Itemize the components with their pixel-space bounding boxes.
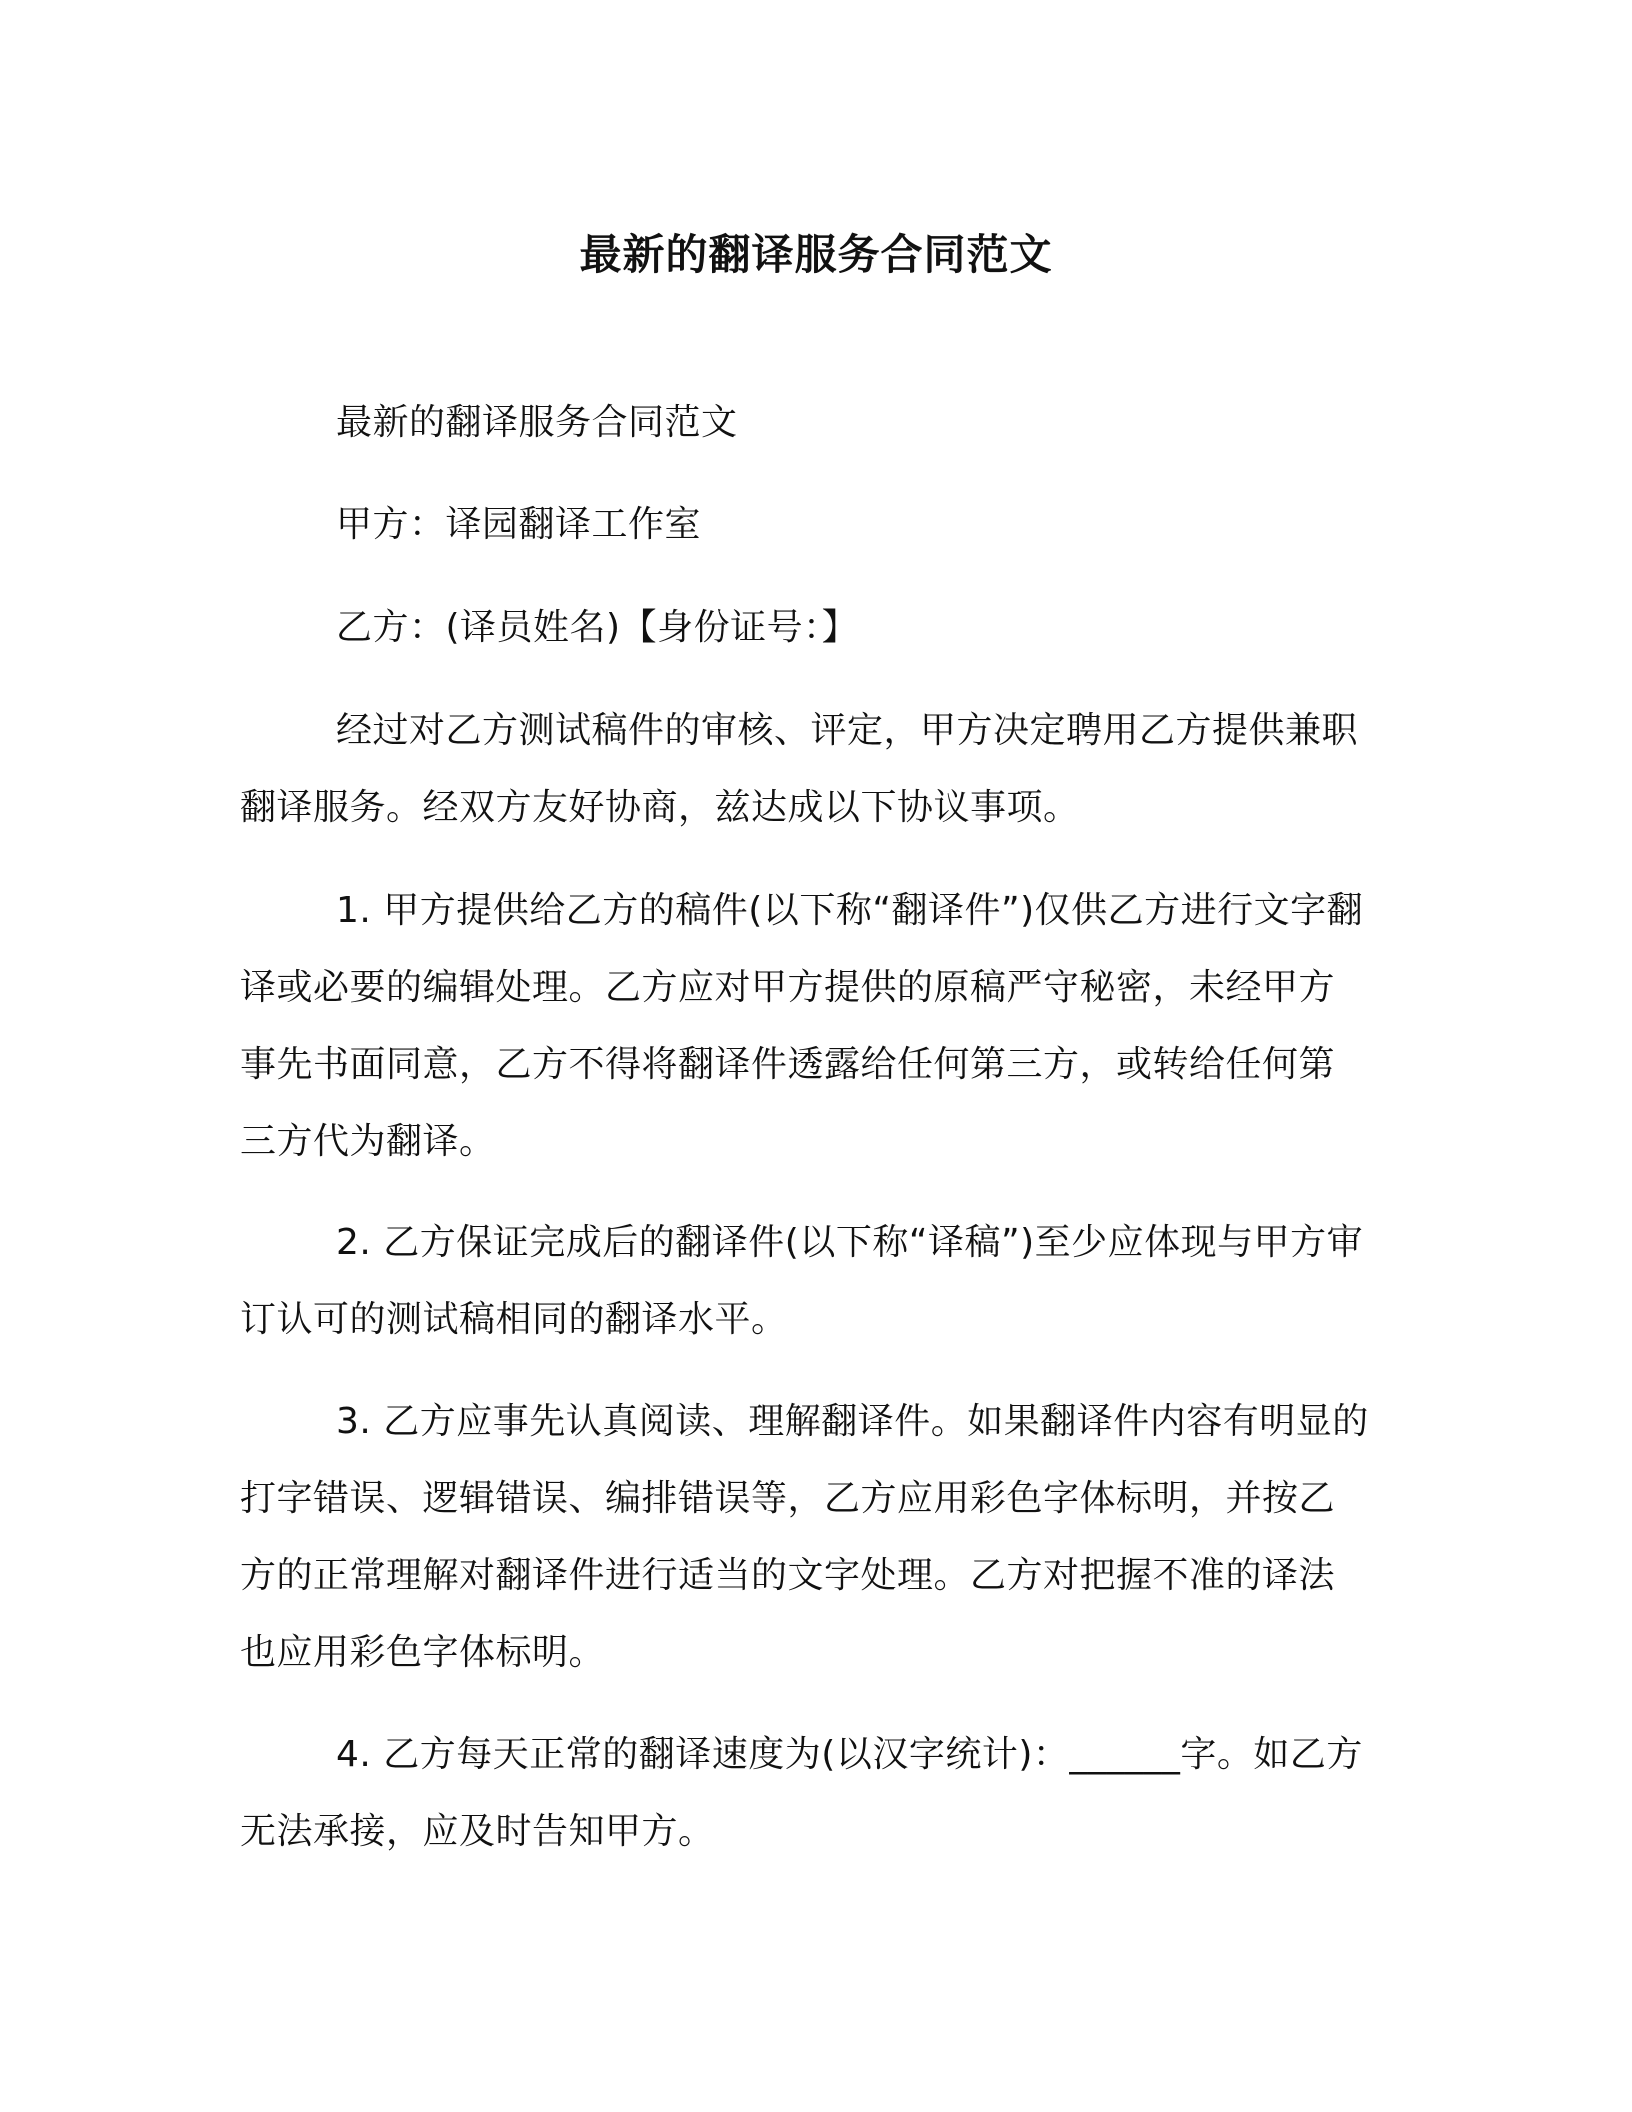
paragraph-clause-4: 4. 乙方每天正常的翻译速度为(以汉字统计)：______字。如乙方无法承接，应及时告知甲方。 xyxy=(240,1734,1363,1852)
document-title: 最新的翻译服务合同范文 xyxy=(579,230,1053,279)
paragraph-subtitle: 最新的翻译服务合同范文 xyxy=(336,402,738,443)
paragraph-preamble: 经过对乙方测试稿件的审核、评定，甲方决定聘用乙方提供兼职翻译服务。经双方友好协商，兹达成以下协议事项。 xyxy=(240,710,1359,828)
paragraph-clause-1: 1. 甲方提供给乙方的稿件(以下称“翻译件”)仅供乙方进行文字翻译或必要的编辑处理。乙方应对甲方提供的原稿严守秘密，未经甲方事先书面同意，乙方不得将翻译件透露给任何第三方，或转给任何第三方代为翻译。 xyxy=(240,890,1364,1162)
paragraph-clause-3: 3. 乙方应事先认真阅读、理解翻译件。如果翻译件内容有明显的打字错误、逻辑错误、编排错误等，乙方应用彩色字体标明，并按乙方的正常理解对翻译件进行适当的文字处理。乙方对把握不准的译法也应用彩色字体标明。 xyxy=(240,1401,1369,1673)
paragraph-clause-2: 2. 乙方保证完成后的翻译件(以下称“译稿”)至少应体现与甲方审订认可的测试稿相同的翻译水平。 xyxy=(240,1222,1364,1340)
paragraph-party-a: 甲方：译园翻译工作室 xyxy=(336,504,702,545)
paragraph-party-b: 乙方：(译员姓名)【身份证号：】 xyxy=(336,607,859,648)
